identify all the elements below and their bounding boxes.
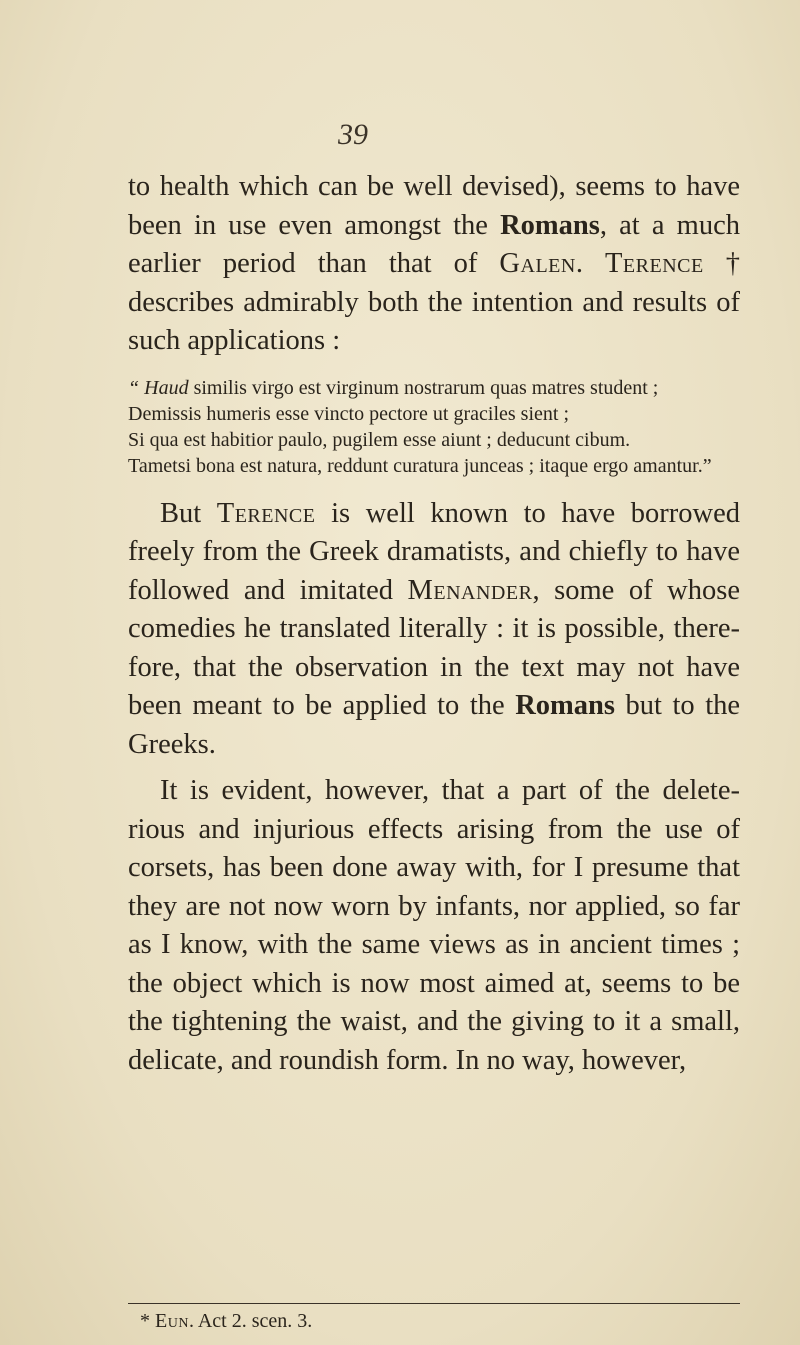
quote-line-1-start: “ Haud [128, 376, 189, 399]
para2-text-4: but to the Greeks. [128, 690, 741, 760]
paragraph-1 [128, 168, 740, 361]
para2-text-3: , some of whose comedies he translated literally : it is possible, there- fore, that the observation in the text may not have been meant to be applied to the [128, 574, 740, 721]
quote-line-2: Demissis humeris esse vincto pectore ut graciles sient ; [128, 402, 570, 425]
quote-line-1 [128, 375, 740, 401]
quote-line-1-rest: similis virgo est virginum nostrarum quas matres student ; [188, 376, 659, 399]
quote-line-3: Si qua est habitior paulo, pugilem esse aiunt ; deducunt cibum. [128, 428, 631, 451]
name-galen: Galen [499, 248, 576, 279]
footnote [140, 1310, 312, 1333]
name-menander: Menander [407, 574, 533, 606]
name-terence: Terence [605, 248, 704, 279]
paragraph-3: It is evident, however, that a part of the delete- rious and injurious effects arising from the use of corsets, has been done away with, for I presume that they are not now worn by infants, nor applied, so far as I know, with the same views as in ancient times ; the object which is now most aimed at, seems to be the tightening the waist, and the giving to it a small, delicate, and roundish form. In no way, however, [128, 775, 740, 1076]
name-romans: Romans [500, 209, 600, 241]
para1-text-3: . [575, 248, 606, 279]
paragraph-2 [128, 495, 740, 765]
page-body [128, 168, 740, 1080]
para2-text-1: But [160, 497, 217, 529]
quote-line-4: Tametsi bona est natura, reddunt curatura junceas ; itaque ergo amantur.” [128, 454, 712, 477]
footnote-rest: . Act 2. scen. 3. [188, 1310, 313, 1332]
name-romans-2: Romans [515, 690, 615, 721]
name-terence-2: Terence [216, 497, 316, 529]
para1-text-1: to health which can be well devised), seems to have been in use even amongst the [128, 171, 740, 241]
para1-text-2: , at a much earlier period than that of [128, 209, 740, 279]
footnote-eun: Eun [155, 1310, 189, 1332]
para1-text-4: † describes admirably both the intention and results of such applications : [128, 248, 741, 356]
footnote-rule [128, 1303, 740, 1304]
page-number: 39 [338, 118, 368, 151]
latin-quotation [128, 375, 740, 479]
para2-text-2: is well known to have borrowed freely from the Greek dramatists, and chiefly to have followed and imitated [128, 497, 740, 606]
footnote-mark: * [140, 1310, 155, 1332]
